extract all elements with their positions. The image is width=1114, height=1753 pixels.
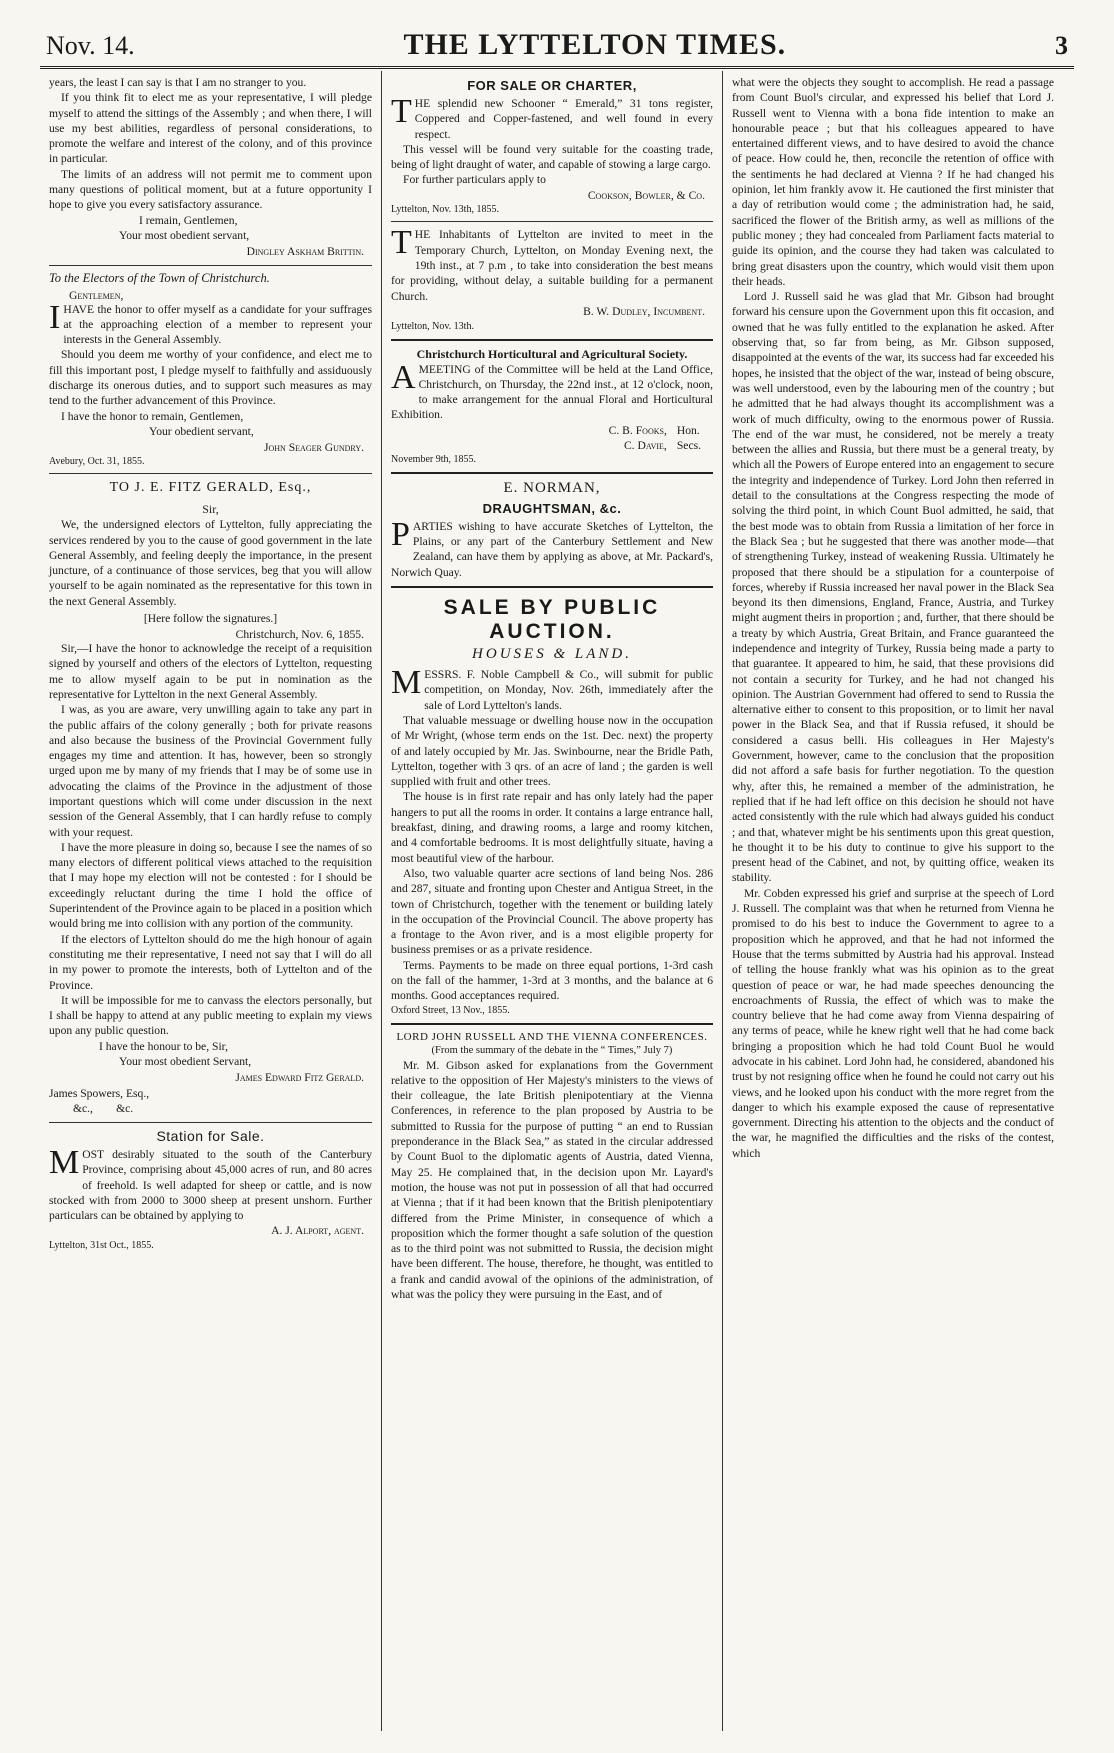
- fitzgerald-paragraph: We, the undersigned electors of Lyttelton, fully appreciating the services rendered by you to the cause of good government in the late General Assembly, and feeling deeply the importance, in the present juncture, of a continuance of those services, beg that you will allow yourself to be again nominated as the representative for this town in the next General Assembly.: [49, 518, 372, 608]
- divider: [391, 1023, 713, 1025]
- secretary-name: C. B. Fooks,: [608, 423, 667, 437]
- fitzgerald-salutation: Sir,: [202, 502, 219, 517]
- gundry-paragraph: Should you deem me worthy of your confidence, and elect me to fill this important post, I pledge myself to faithfully and assiduously discharge its onerous duties, and to support such measures as may tend to the further advancement of this Province.: [49, 348, 372, 408]
- russell-source: (From the summary of the debate in the “ Times,” July 7): [431, 1044, 673, 1056]
- divider: [49, 1122, 372, 1123]
- gundry-paragraph: HAVE the honor to offer myself as a candidate for your suffrages at the approaching election of a member to represent your interests in the General Assembly.: [63, 302, 372, 347]
- fitzgerald-paragraph: It will be impossible for me to canvass the electors personally, but I shall be happy to attend at any public meeting to explain my views upon any public question.: [49, 993, 372, 1038]
- auction-paragraph: Also, two valuable quarter acre sections of land being Nos. 286 and 287, situate and fronting upon Chester and Antigua Street, in the town of Christchurch, together with the tenement or building lately in the occupation of the Provincial Council. The above property has a frontage to the Avon river, and is a most eligible property for business premises or as a private residence.: [391, 866, 713, 957]
- gundry-salutation: Gentlemen,: [69, 288, 124, 302]
- charter-paragraph: This vessel will be found very suitable for the coasting trade, being of light draught of water, and capable of stowing a large cargo.: [391, 142, 713, 172]
- station-date: Lyttelton, 31st Oct., 1855.: [49, 1240, 154, 1252]
- brittin-paragraph: If you think fit to elect me as your representative, I will pledge myself to attend the sittings of the Assembly ; and when there, I will use my best abilities, regardless of personal considerations, to promote the welfare and interest of the colony, and of this province in particular.: [49, 91, 372, 166]
- fitzgerald-addressee: James Spowers, Esq.,: [49, 1086, 150, 1100]
- gundry-signature: John Seager Gundry.: [263, 440, 364, 454]
- gundry-paragraph: I have the honor to remain, Gentlemen,: [61, 409, 244, 423]
- brittin-signature: Dingley Askham Brittin.: [246, 244, 364, 258]
- masthead: [40, 28, 1074, 69]
- charter-signature: Cookson, Bowler, & Co.: [587, 188, 705, 202]
- drop-cap: M: [49, 1143, 80, 1181]
- fitzgerald-paragraph: Sir,—I have the honor to acknowledge the receipt of a requisition signed by yourself and others of the electors of Lyttelton, requesting me to allow myself again to be put in nomination as the representative for Lyttelton in the next General Assembly.: [49, 642, 372, 701]
- page-number: 3: [1055, 31, 1068, 60]
- columns: [40, 71, 1074, 1731]
- secretary-title: Hon.: [676, 423, 700, 437]
- drop-cap: I: [49, 298, 61, 336]
- divider: [391, 221, 713, 222]
- fitzgerald-heading: TO J. E. FITZ GERALD, Esq.,: [109, 480, 312, 496]
- fitzgerald-paragraph: I was, as you are aware, very unwilling again to take any part in the public affairs of the colony generally ; both for private reasons and also because the business of the Provincial Government fully engages my time and attention. It has, however, been so strongly urged upon me by many of my friends that I may be of some use in advocating the claims of the Province in the adjustment of those important questions which will come under discussion in the next session of the General Assembly, that I can hardly refuse to comply with your request.: [49, 703, 372, 839]
- drop-cap: T: [391, 224, 412, 262]
- norman-paragraph: ARTIES wishing to have accurate Sketches of Lyttelton, the Plains, or any part of the Canterbury Settlement and New Zealand, can have them by applying as above, at Mr. Packard's, Norwich Quay.: [391, 519, 713, 579]
- fitzgerald-date: Christchurch, Nov. 6, 1855.: [235, 628, 364, 642]
- charter-paragraph: For further particulars apply to: [403, 173, 546, 187]
- russell-paragraph: Mr. M. Gibson asked for explanations from the Government relative to the opposition of Her Majesty's ministers to the views of their colleague, the late British plenipotentiary at the Vienna Conferences, in reference to the plan proposed by Austria to be submitted to Russia for the purpose of putting “ an end to Russian preponderance in the Black Sea,” as stated in the circular addressed by Count Buol to the diplomatic agents of Austria, dated Vienna, May 25. He complained that, in the decision upon Mr. Layard's motion, the house was not put in possession of all that had occurred at Vienna ; that if it had been known that the British plenipotentiary differed from the Prime Minister, in consequence of which a proposition which the former thought a safe solution of the question as to the third point was not submitted to Russia, the decision might have been different. The house, therefore, he thought, was entitled to a frank and candid avowal of the opinions of the administration, of what was the policy they were pursuing in the East, and of: [391, 1058, 713, 1302]
- auction-date: Oxford Street, 13 Nov., 1855.: [391, 1004, 510, 1016]
- newspaper-title: THE LYTTELTON TIMES.: [403, 28, 787, 61]
- russell-heading: LORD JOHN RUSSELL AND THE VIENNA CONFERENCES.: [396, 1030, 708, 1043]
- horticultural-paragraph: MEETING of the Committee will be held at the Land Office, Christchurch, on Thursday, the 22nd inst., at 12 o'clock, noon, to make arrangement for the annual Floral and Horticultural Exhibition.: [391, 362, 713, 422]
- auction-heading: SALE BY PUBLIC AUCTION.: [443, 596, 661, 644]
- column-1: [40, 71, 381, 1731]
- secretary-title: Secs.: [676, 438, 701, 452]
- divider: [49, 265, 372, 266]
- fitzgerald-addressee: &c., &c.: [73, 1102, 134, 1116]
- station-signature: A. J. Alport, agent.: [271, 1224, 364, 1238]
- horticultural-heading: Christchurch Horticultural and Agricultural Society.: [416, 346, 688, 361]
- secretary-name: C. Davie,: [623, 438, 667, 452]
- drop-cap: M: [391, 664, 422, 702]
- column-2: [381, 71, 722, 1731]
- gundry-closing: Your obedient servant,: [149, 424, 254, 438]
- auction-paragraph: The house is in first rate repair and has only lately had the paper hangers to put all the rooms in order. It contains a large entrance hall, breakfast, dining, and drawing rooms, a large and roomy kitchen, and 4 comfortable bedrooms. It is most delightfully situate, having a most beautiful view of the harbour.: [391, 790, 713, 865]
- divider: [49, 473, 372, 474]
- russell-paragraph: what were the objects they sought to accomplish. He read a passage from Count Buol's circular, and expressed his belief that Lord J. Russell went to Vienna with a bona fide intention to make an honourable peace ; but that his colleagues appeared to have entertained different views, and to have desired to avoid the chance of peace. How could he, then, reconcile the retention of office with the sentiments he had declared at Vienna ? If he had changed his opinion, let him frankly avow it. He cautioned the first minister that a day of retribution would come ; the administration had, he said, sacrificed the flower of the British army, as well as millions of the public money ; they had concealed from Parliament facts material to guide its opinion, and the course they had taken was calculated to bring great disasters upon the country, which would visit them upon their heads.: [732, 76, 1054, 288]
- gundry-heading: To the Electors of the Town of Christchurch.: [49, 270, 270, 285]
- norman-title: DRAUGHTSMAN, &c.: [482, 500, 622, 516]
- auction-subheading: HOUSES & LAND.: [472, 646, 632, 663]
- divider: [391, 586, 713, 588]
- fitzgerald-closing: I have the honour to be, Sir,: [99, 1039, 228, 1053]
- charter-date: Lyttelton, Nov. 13th, 1855.: [391, 204, 499, 216]
- gundry-date: Avebury, Oct. 31, 1855.: [49, 456, 145, 468]
- church-date: Lyttelton, Nov. 13th.: [391, 320, 474, 332]
- russell-paragraph: Lord J. Russell said he was glad that Mr. Gibson had brought forward his censure upon the Government upon this fit occasion, and owned that he was fully entitled to the explanation he asked. After observing that, so far from being, as Mr. Gibson supposed, disappointed at the events of the war, its success had far exceeded his hopes, he insisted that the object of the war, instead of being obscure, was well understood, even by the labouring men of the country ; but he admitted that he had always thought its accomplishment was a work of much difficulty, owing to the enormous power of Russia. The end of the war must, he considered, not be merely a treaty between the allies and Russia, but there must be a general treaty, by which all the Powers of Europe entered into an engagement to secure the integrity and independence of Turkey. Lord John then referred in detail to the consultations at the Congress respecting the mode of solving the third point, in which Count Buol admitted, he said, that the best mode was to obtain from Russia a limitation of her force in the Black Sea ; but he suggested that there was another mode—that of strengthening Turkey, instead of weakening Russia. Ultimately he proposed that there should be a stipulation for a counterpoise of forces, whereby if Russia increased her naval power in the Black Sea beyond its then dimensions, England, France, Austria, and Turkey might augment theirs in proportion ; and, further, that there should be a treaty by which Austria, Great Britain, and France guaranteed the independence and integrity of Turkey, Russia being made a party to that guarantee. It appeared to him, he said, that these provisions did not contain a security for Turkey, and he had not changed his opinion. The Austrian Government had offered to send to Russia the alternative either to consent to this proposition, or to limit her naval power in the Black Sea, and that if Russia refused, it should be considered a casus belli. His colleagues in Her Majesty's Government, however, came to the conclusion that the proposition did not afford a safe basis for further negotiation. To the question why, after this, he remained a member of the administration, he replied that if he had left office on this decision he should not have acted consistently with the rule which had always guided his conduct ; and that, whatever might be his sentiments upon this great question, he thought it to be his duty to continue to give his support to the present head of the Cabinet, and not, by quitting office, weaken its stability.: [732, 290, 1054, 885]
- brittin-closing: I remain, Gentlemen,: [139, 213, 238, 227]
- station-heading: Station for Sale.: [156, 1127, 265, 1144]
- horticultural-date: November 9th, 1855.: [391, 453, 476, 465]
- brittin-paragraph: years, the least I can say is that I am no stranger to you.: [49, 76, 307, 89]
- divider: [391, 472, 713, 474]
- fitzgerald-closing: Your most obedient Servant,: [119, 1055, 252, 1069]
- column-3: [722, 71, 1063, 1731]
- brittin-paragraph: The limits of an address will not permit me to comment upon many questions of political moment, but at a future opportunity I hope to give you every satisfactory assurance.: [49, 167, 372, 212]
- auction-paragraph: Terms. Payments to be made on three equal portions, 1-3rd cash on the fall of the hammer, 1-3rd at 3 months, and the balance at 6 months. Good acceptances required.: [391, 958, 713, 1003]
- drop-cap: A: [391, 358, 416, 396]
- church-signature: B. W. Dudley, Incumbent.: [583, 304, 705, 318]
- drop-cap: T: [391, 93, 412, 130]
- russell-paragraph: Mr. Cobden expressed his grief and surprise at the speech of Lord J. Russell. The complaint was that when he returned from Vienna he promised to do his best to induce the Government to agree to a proposition which he approved, and that he had not informed the House that the terms submitted by Austria had his approval. Instead of telling the house frankly what was his opinion as to the great question of peace or war, he had made speeches denouncing the encroachments of Russia, the effect of which was to make the country believe that he had come away from Vienna despairing of any terms of peace, while he knew right well that he had come back bringing a proposition which he had told Count Buol he would advocate in his cabinet. Lord John had, he considered, abandoned his trust by not resigning office when he found he could not carry out his views, and he looked upon his conduct with the more regret from the danger to which his example exposed the cause of representative government. Directing his attention to the objects and the conduct of the war, he magnified the difficulties and the risks of the contest, which: [732, 886, 1054, 1160]
- drop-cap: P: [391, 515, 410, 553]
- charter-heading: FOR SALE OR CHARTER,: [467, 78, 637, 93]
- charter-paragraph: HE splendid new Schooner “ Emerald,” 31 tons register, Coppered and Copper-fastened, and well found in every respect.: [414, 97, 713, 141]
- church-paragraph: HE Inhabitants of Lyttelton are invited to meet in the Temporary Church, Lyttelton, on Monday Evening next, the 19th inst., at 7 p.m , to take into consideration the best means for providing, without delay, a suitable building for a permanent Church.: [391, 228, 713, 303]
- norman-name: E. NORMAN,: [503, 479, 601, 496]
- fitzgerald-signature: James Edward Fitz Gerald.: [235, 1071, 364, 1085]
- fitzgerald-paragraph: I have the more pleasure in doing so, because I see the names of so many electors of different political views attached to the requisition that I may hope my election will not be contested : for I should be exceedingly reluctant during the time I hold the office of Superintendent of the Province again to be placed in a position which would bring me into collision with any portion of the community.: [49, 840, 372, 931]
- auction-paragraph: ESSRS. F. Noble Campbell & Co., will submit for public competition, on Monday, Nov. 26th, immediately after the sale of Lord Lyttelton's lands.: [424, 668, 713, 712]
- issue-date: Nov. 14.: [46, 31, 135, 60]
- fitzgerald-signatures-note: [Here follow the signatures.]: [143, 612, 278, 626]
- fitzgerald-paragraph: If the electors of Lyttelton should do me the high honour of again constituting me their representative, I need not say that I will do all in my power to promote the interests, both of Lyttelton and of the Province.: [49, 932, 372, 992]
- horticultural-secretaries: [391, 423, 713, 453]
- brittin-closing: Your most obedient servant,: [119, 229, 250, 243]
- auction-paragraph: That valuable messuage or dwelling house now in the occupation of Mr Wright, (whose term ends on the 1st. Dec. next) the property of and lately occupied by Mr. Jas. Swinbourne, near the Bridle Path, Lyttelton, together with 3 qrs. of an acre of land ; the garden is well supplied with fruit and other trees.: [391, 713, 713, 789]
- station-paragraph: OST desirably situated to the south of the Canterbury Province, comprising about 45,000 acres of run, and 80 acres of freehold. Is well adapted for sheep or cattle, and is now stocked with from 2000 to 3000 sheep at present unshorn. Further particulars can be obtained by applying to: [49, 1147, 372, 1223]
- divider: [391, 339, 713, 341]
